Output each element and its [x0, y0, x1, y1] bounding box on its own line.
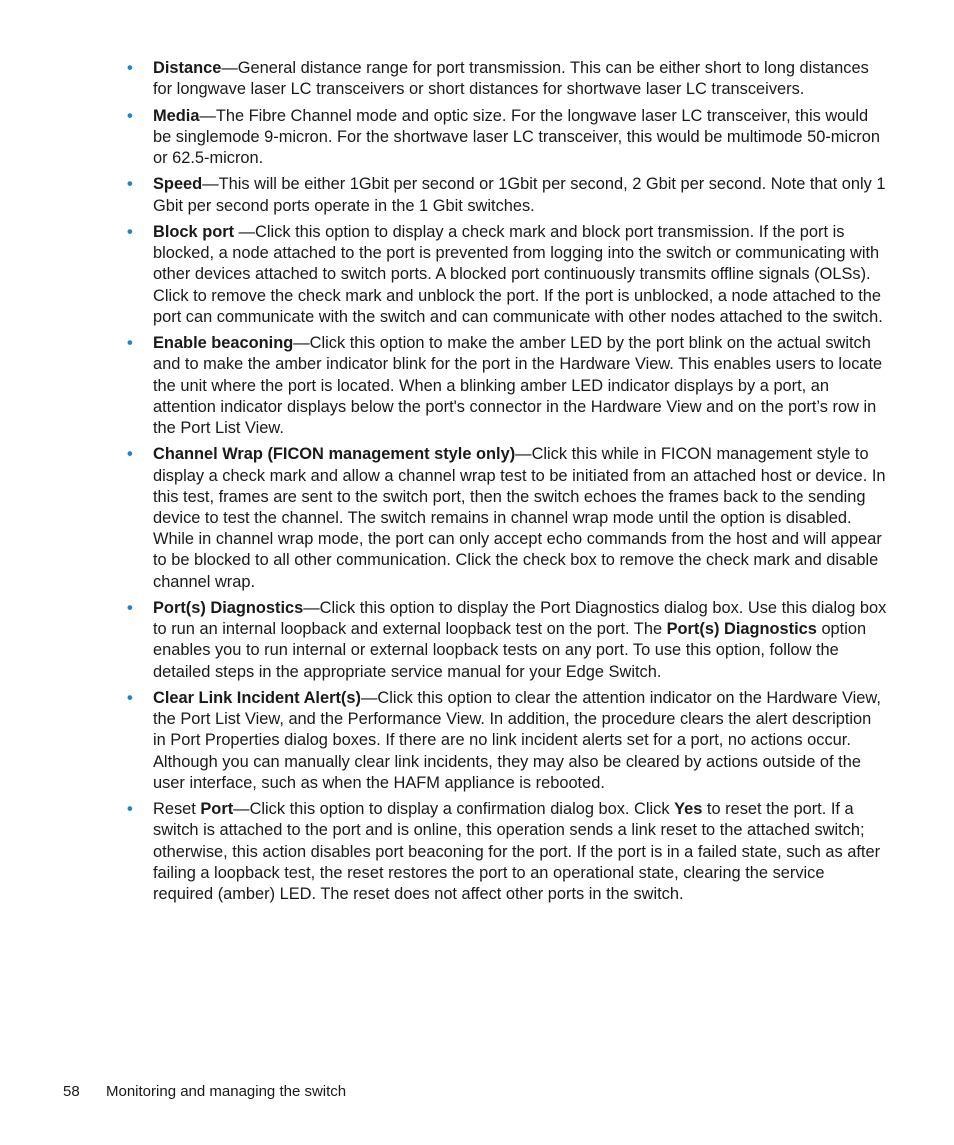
term-label: Port — [200, 800, 234, 819]
lead-text: Reset — [153, 800, 201, 819]
list-item-distance — [127, 58, 887, 100]
list-item-clear-link-incident — [127, 688, 887, 794]
term-label: Enable beaconing — [153, 334, 294, 353]
term-label: Media — [153, 106, 200, 125]
list-item-reset-port — [127, 799, 887, 905]
description-text: —Click this option to clear the attention indicator on the Hardware View, the Port List View, and the Performance View. In addition, the procedure clears the alert description in Port Properties dialog boxes. If there are no link incident alerts set for a port, no actions occur. Although you can manually clear link incidents, they may also be cleared by actions outside of the user interface, such as when the HAFM appliance is rebooted. — [153, 689, 881, 792]
bullet-icon: • — [127, 689, 133, 707]
list-item-channel-wrap — [127, 444, 887, 592]
bullet-icon: • — [127, 334, 133, 353]
description-text: —This will be either 1Gbit per second or 1Gbit per second, 2 Gbit per second. Note that only 1 Gbit per second ports operate in the 1 Gbit switches. — [153, 175, 886, 215]
list-item-block-port — [127, 222, 887, 328]
description-text: —Click this option to display a confirmation dialog box. Click — [233, 800, 675, 819]
bullet-list — [127, 58, 887, 910]
list-item-enable-beaconing — [127, 333, 887, 439]
list-item-port-diagnostics — [127, 598, 887, 683]
description-text: —Click this option to display a check mark and block port transmission. If the port is blocked, a node attached to the port is prevented from logging into the switch or communicating with other devices attached to switch ports. A blocked port continuously transmits offline signals (OLSs). Click to remove the check mark and unblock the port. If the port is unblocked, a node attached to the port can communicate with the switch and can communicate with other nodes attached to the switch. — [153, 222, 883, 326]
description-text: to reset the port. If a switch is attached to the port and is online, this operation sends a link reset to the attached switch; otherwise, this action disables port beaconing for the port. If the port is in a failed state, such as after failing a loopback test, the reset restores the port to an operational state, clearing the service required (amber) LED. The reset does not affect other ports in the switch. — [153, 800, 881, 904]
term-label: Block port — [153, 222, 235, 241]
section-title: Monitoring and managing the switch — [106, 1083, 347, 1100]
term-label: Channel Wrap (FICON management style only) — [153, 445, 516, 464]
description-text: —The Fibre Channel mode and optic size. For the longwave laser LC transceiver, this would be singlemode 9-micron. For the shortwave laser LC transceiver, this would be multimode 50-micron or 62.5-micron. — [153, 106, 880, 167]
bullet-icon: • — [127, 59, 133, 77]
inline-term: Yes — [674, 800, 703, 819]
term-label: Speed — [153, 175, 203, 194]
description-text: —Click this while in FICON management style to display a check mark and allow a channel wrap test to be initiated from an attached host or device. In this test, frames are sent to the switch port, then the switch echoes the frames back to the sending device to test the channel. The switch remains in channel wrap mode until the option is disabled. While in channel wrap mode, the port can only accept echo commands from the host and will appear to be blocked to all other communication. Click the check box to remove the check mark and disable channel wrap. — [153, 445, 886, 591]
term-label: Port(s) Diagnostics — [153, 599, 304, 617]
bullet-icon: • — [127, 445, 133, 464]
list-item-media — [127, 106, 887, 170]
inline-term: Port(s) Diagnostics — [666, 620, 817, 639]
bullet-icon: • — [127, 106, 133, 125]
term-label: Clear Link Incident Alert(s) — [153, 689, 361, 707]
bullet-icon: • — [127, 175, 133, 194]
term-label: Distance — [153, 59, 222, 77]
description-text: option enables you to run internal or external loopback tests on any port. To use this option, follow the detailed steps in the appropriate service manual for your Edge Switch. — [153, 620, 867, 681]
page-footer — [63, 1082, 346, 1102]
description-text: —General distance range for port transmission. This can be either short to long distances for longwave laser LC transceivers or short distances for shortwave laser LC transceivers. — [153, 59, 869, 99]
bullet-icon: • — [127, 800, 133, 819]
bullet-icon: • — [127, 222, 133, 241]
page-number: 58 — [63, 1083, 80, 1100]
description-text: —Click this option to display the Port Diagnostics dialog box. Use this dialog box to run an internal loopback and external loopback test on the port. The — [153, 599, 887, 639]
list-item-speed — [127, 174, 887, 216]
description-text: —Click this option to make the amber LED by the port blink on the actual switch and to make the amber indicator blink for the port in the Hardware View. This enables users to locate the unit where the port is located. When a blinking amber LED indicator displays by a port, an attention indicator displays below the port's connector in the Hardware View and on the port’s row in the Port List View. — [153, 334, 883, 437]
bullet-icon: • — [127, 599, 133, 617]
